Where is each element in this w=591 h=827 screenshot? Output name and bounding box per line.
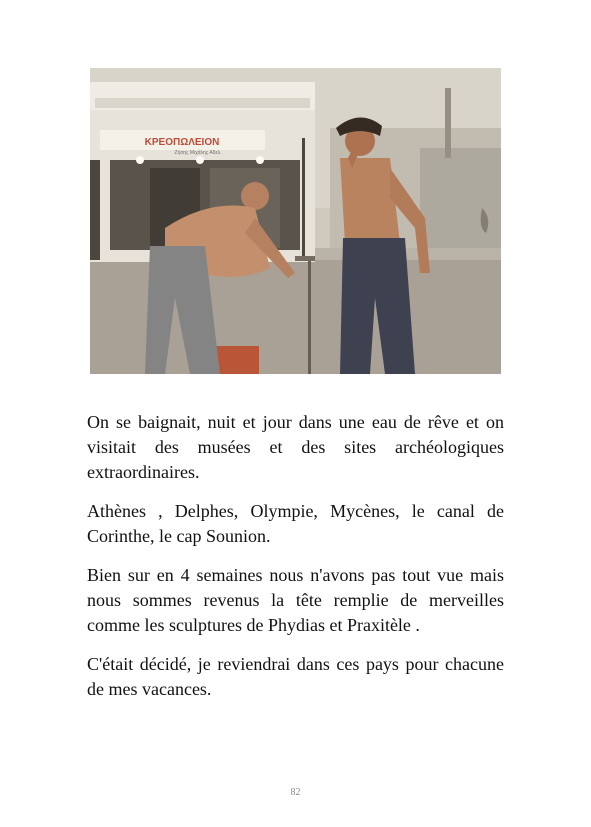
paragraph: Bien sur en 4 semaines nous n'avons pas tout vue mais nous sommes revenus la tête remplie de merveilles comme les sculptures de Phydias et Praxitèle . xyxy=(87,565,504,635)
body-text xyxy=(87,410,504,716)
page-number: 82 xyxy=(290,787,301,798)
photo-illustration xyxy=(90,68,501,374)
paragraph: C'était décidé, je reviendrai dans ces pays pour chacune de mes vacances. xyxy=(87,654,504,699)
paragraph: On se baignait, nuit et jour dans une eau de rêve et on visitait des musées et des sites archéologiques extraordinaires. xyxy=(87,412,504,482)
shop-subsign: Ζήσης Μιχάλης Αδελ. xyxy=(174,150,222,156)
shop-sign: ΚΡΕΟΠΩΛΕΙΟΝ xyxy=(144,137,220,148)
paragraph: Athènes , Delphes, Olympie, Mycènes, le canal de Corinthe, le cap Sounion. xyxy=(87,501,504,546)
vintage-photo xyxy=(90,68,501,374)
